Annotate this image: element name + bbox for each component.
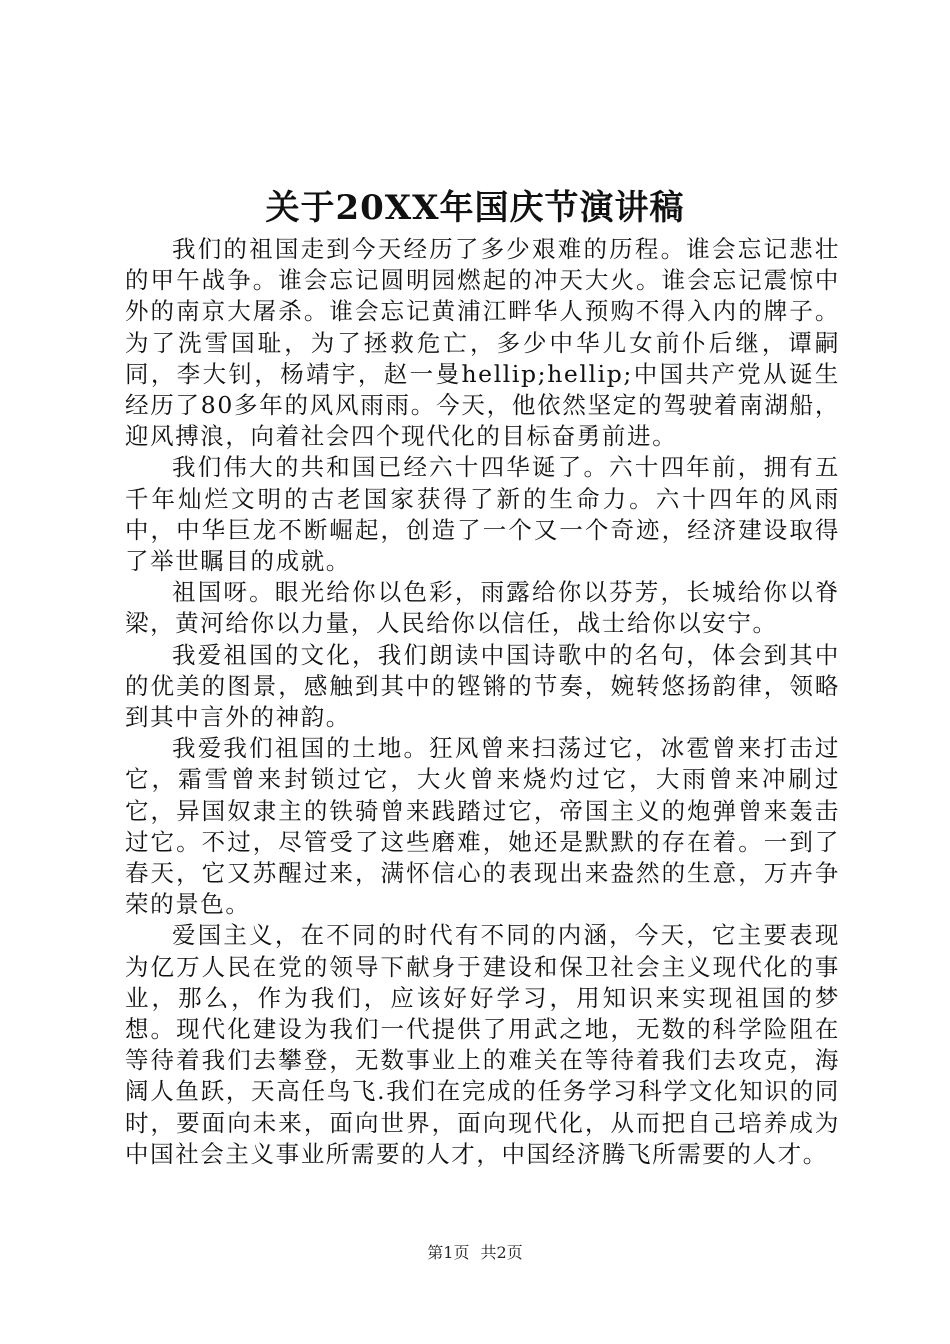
paragraph: 祖国呀。眼光给你以色彩，雨露给你以芬芳，长城给你以脊梁，黄河给你以力量，人民给你以信任，战士给你以安宁。 [125, 578, 840, 638]
paragraph: 我们伟大的共和国已经六十四华诞了。六十四年前，拥有五千年灿烂文明的古老国家获得了新的生命力。六十四年的风雨中，中华巨龙不断崛起，创造了一个又一个奇迹，经济建设取得了举世瞩目的成就。 [125, 453, 840, 576]
page-total: 共2页 [480, 1243, 523, 1262]
document-title: 关于20XX年国庆节演讲稿 [265, 188, 685, 228]
paragraph: 我爱我们祖国的土地。狂风曾来扫荡过它，冰雹曾来打击过它，霜雪曾来封锁过它，大火曾来烧灼过它，大雨曾来冲刷过它，异国奴隶主的铁骑曾来践踏过它，帝国主义的炮弹曾来轰击过它。不过，尽管受了这些磨难，她还是默默的存在着。一到了春天，它又苏醒过来，满怀信心的表现出来盎然的生意，万卉争荣的景色。 [125, 734, 840, 919]
page-number: 第1页 [427, 1243, 470, 1262]
paragraph: 我们的祖国走到今天经历了多少艰难的历程。谁会忘记悲壮的甲午战争。谁会忘记圆明园燃起的冲天大火。谁会忘记震惊中外的南京大屠杀。谁会忘记黄浦江畔华人预购不得入内的牌子。为了洗雪国耻，为了拯救危亡，多少中华儿女前仆后继，谭嗣同，李大钊，杨靖宇，赵一曼hellip;hellip;中国共产党从诞生经历了80多年的风风雨雨。今天，他依然坚定的驾驶着南湖船，迎风搏浪，向着社会四个现代化的目标奋勇前进。 [125, 235, 840, 451]
document-body [125, 234, 840, 1170]
page-footer [0, 1242, 950, 1264]
paragraph: 我爱祖国的文化，我们朗读中国诗歌中的名句，体会到其中的优美的图景，感触到其中的铿锵的节奏，婉转悠扬韵律，领略到其中言外的神韵。 [125, 640, 840, 732]
paragraph: 爱国主义，在不同的时代有不同的内涵，今天，它主要表现为亿万人民在党的领导下献身于建设和保卫社会主义现代化的事业，那么，作为我们，应该好好学习，用知识来实现祖国的梦想。现代化建设为我们一代提供了用武之地，无数的科学险阻在等待着我们去攀登，无数事业上的难关在等待着我们去攻克，海阔人鱼跃，天高任鸟飞.我们在完成的任务学习科学文化知识的同时，要面向未来，面向世界，面向现代化，从而把自己培养成为中国社会主义事业所需要的人才，中国经济腾飞所需要的人才。 [125, 921, 840, 1168]
